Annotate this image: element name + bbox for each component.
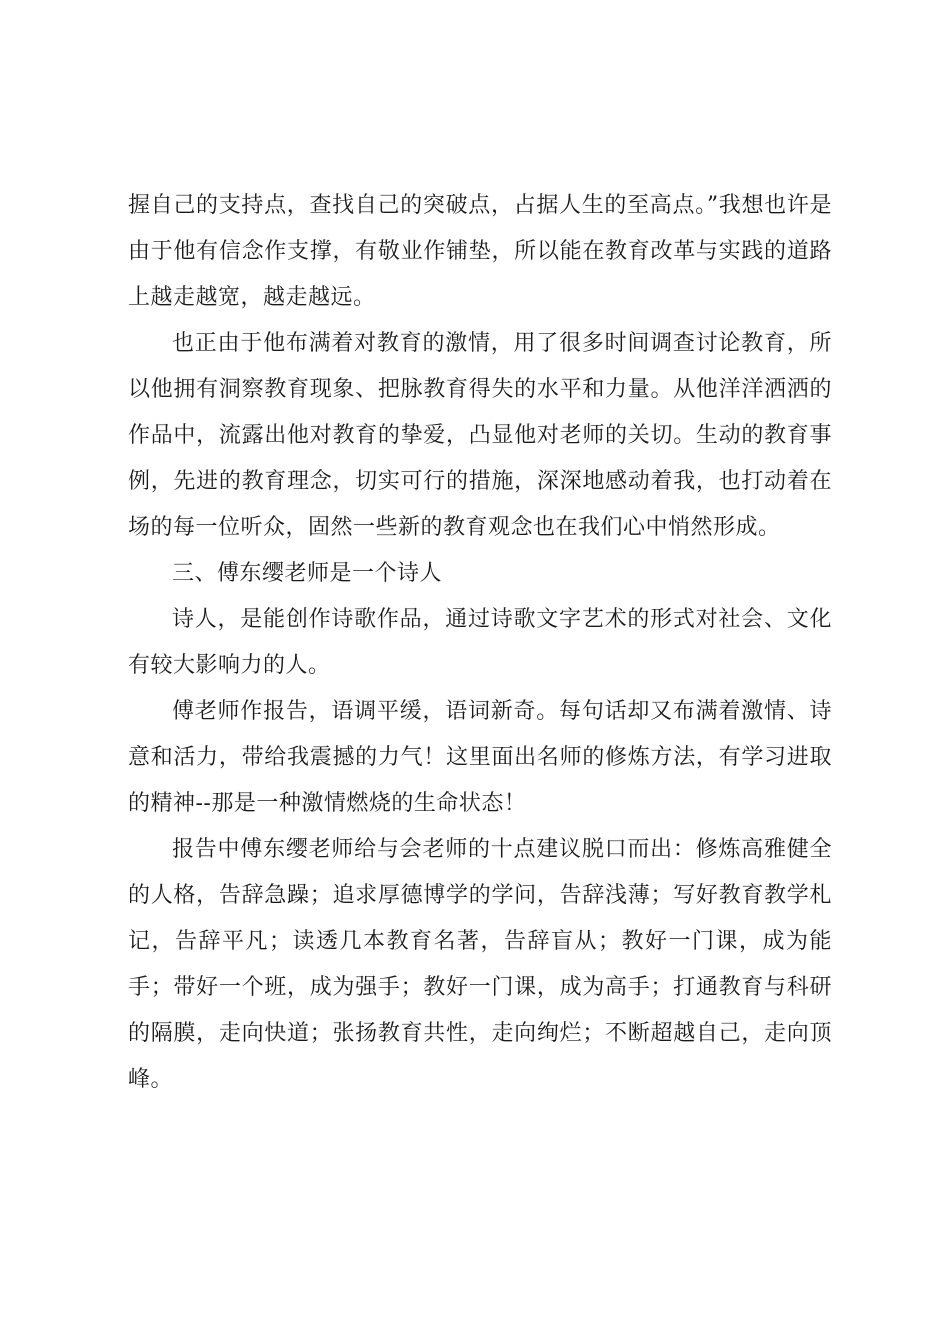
document-body [128, 183, 832, 1103]
paragraph-ten-suggestions: 报告中傅东缨老师给与会老师的十点建议脱口而出：修炼高雅健全的人格，告辞急躁；追求厚德博学的学问，告辞浅薄；写好教育教学札记，告辞平凡；读透几本教育名著，告辞盲从；教好一门课，成为能手；带好一个班，成为强手；教好一门课，成为高手；打通教育与科研的隔膜，走向快道；张扬教育共性，走向绚烂；不断超越自己，走向顶峰。 [128, 837, 832, 1092]
paragraph-continuation: 握自己的支持点，查找自己的突破点，占据人生的至高点。”我想也许是由于他有信念作支撑，有敬业作铺垫，所以能在教育改革与实践的道路上越走越宽，越走越远。 [128, 193, 832, 310]
paragraph-passion: 也正由于他布满着对教育的激情，用了很多时间调查讨论教育，所以他拥有洞察教育现象、把脉教育得失的水平和力量。从他洋洋洒洒的作品中，流露出他对教育的挚爱，凸显他对老师的关切。生动的教育事例，先进的教育理念，切实可行的措施，深深地感动着我，也打动着在场的每一位听众，固然一些新的教育观念也在我们心中悄然形成。 [128, 331, 832, 540]
section-heading-poet: 三、傅东缨老师是一个诗人 [172, 561, 443, 586]
paragraph-poet-definition: 诗人，是能创作诗歌作品，通过诗歌文字艺术的形式对社会、文化有较大影响力的人。 [128, 607, 832, 678]
paragraph-report-style: 傅老师作报告，语调平缓，语词新奇。每句话却又布满着激情、诗意和活力，带给我震撼的力气！这里面出名师的修炼方法，有学习进取的精神--那是一种激情燃烧的生命状态！ [128, 699, 832, 816]
